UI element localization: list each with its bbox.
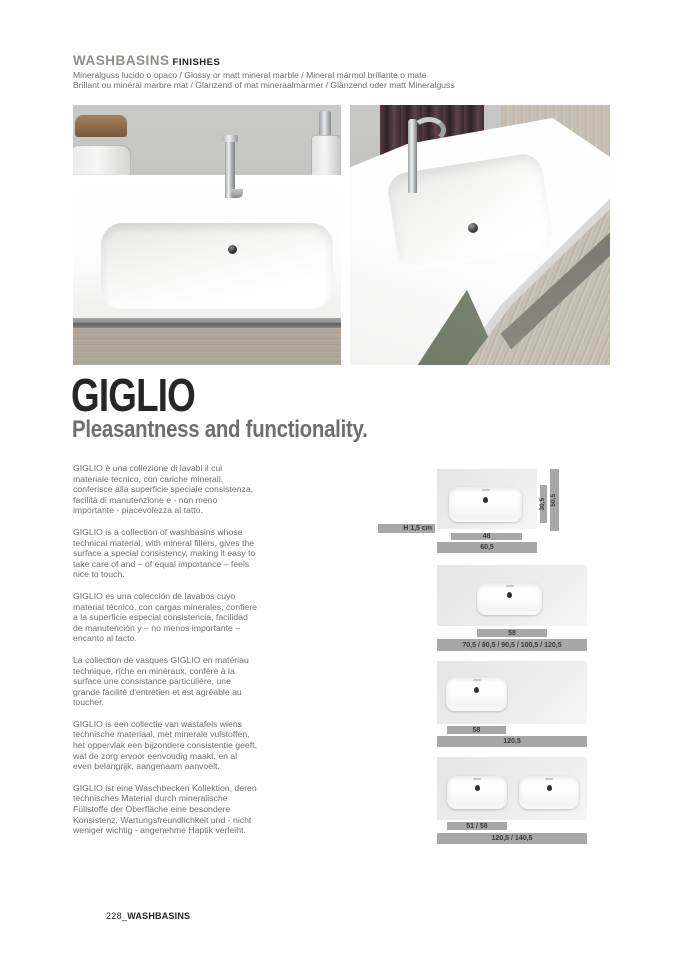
dimension-total-width: 70,5 / 80,5 / 90,5 / 100,5 / 120,5 bbox=[437, 639, 587, 651]
intro-text-column bbox=[73, 463, 257, 847]
faucet-spout bbox=[231, 189, 243, 198]
dimension-height: H 1,5 cm bbox=[378, 524, 435, 533]
page-footer bbox=[106, 911, 190, 921]
intro-paragraph-it: GIGLIO è una collezione di lavabi il cui materiale tecnico, con cariche minerali, conferisce alla superficie speciale consistenza, facilità di manutenzione e - non meno importante - piacevolezza al tatto. bbox=[73, 463, 254, 516]
drain-icon bbox=[468, 223, 478, 233]
diagram-basin-right bbox=[519, 776, 579, 809]
diagram-top-view bbox=[437, 565, 587, 626]
diagram-basin bbox=[449, 487, 522, 522]
finishes-line-2: Brillant ou minéral marbre mat / Glanzend of mat mineraalmarmer / Glänzend oder matt Mineralguss bbox=[73, 80, 455, 90]
faucet-spout bbox=[412, 117, 446, 143]
diagram-top-view bbox=[437, 757, 587, 820]
dimension-diagram-offset bbox=[437, 661, 587, 747]
faucet bbox=[408, 119, 417, 193]
section-title-sub: FINISHES bbox=[172, 57, 221, 68]
intro-paragraph-fr: La collection de vasques GIGLIO en matériau technique, riche en minéraux, confère à la surface une consistance particulière, une grande facilité d'entretien et est agréable au toucher. bbox=[73, 654, 249, 708]
footer-section-label: WASHBASINS bbox=[127, 911, 191, 921]
dimension-diagram-range bbox=[437, 565, 587, 651]
dimension-diagram-double bbox=[437, 757, 587, 844]
dimension-total-width: 60,5 bbox=[437, 542, 537, 553]
page-number: 228_ bbox=[106, 911, 128, 921]
diagram-top-view bbox=[437, 661, 587, 724]
page-header bbox=[73, 53, 613, 90]
product-tagline: Pleasantness and functionality. bbox=[72, 416, 368, 443]
section-title-main: WASHBASINS bbox=[73, 53, 170, 68]
product-name: GIGLIO bbox=[71, 369, 195, 421]
washbasin-bowl bbox=[101, 223, 333, 309]
dimension-basin-width: 51 / 58 bbox=[447, 822, 507, 830]
faucet-handle bbox=[222, 135, 238, 142]
washbasin-photo-front bbox=[73, 105, 341, 365]
intro-paragraph-en: GIGLIO is a collection of washbasins whose technical material, with mineral fillers, gives the surface a special consistency, making it easy to take care of and – of equal importance – feels nice to touch. bbox=[73, 526, 256, 580]
cabinet-wood-drawer bbox=[73, 328, 341, 365]
dimension-basin-depth: 30,5 bbox=[540, 485, 547, 523]
dimension-basin-width: 58 bbox=[477, 629, 547, 637]
dimension-total-width: 120,5 / 140,5 bbox=[437, 833, 587, 844]
diagram-basin bbox=[446, 677, 507, 711]
diagram-top-view bbox=[437, 469, 537, 529]
dimension-total-depth: 50,5 bbox=[550, 469, 559, 531]
washbasin-photo-angled bbox=[350, 105, 610, 365]
intro-paragraph-es: GIGLIO es una colección de lavabos cuyo material técnico, con cargas minerales, confiere a la superficie especial consistencia, facilidad de manutención y – no menos importante – encanto al tacto. bbox=[73, 590, 257, 644]
cabinet-handle-groove bbox=[73, 318, 341, 328]
dimension-diagram-60 bbox=[378, 469, 610, 553]
finishes-line-1: Mineralguss lucido o opaco / Glossy or matt mineral marble / Mineral mármol brillante o mate bbox=[73, 70, 427, 80]
jar-cork-lid bbox=[75, 115, 127, 137]
intro-paragraph-de: GIGLIO ist eine Waschbecken Kollektion, deren technisches Material durch mineralische Füllstoffe der Oberfläche eine besondere Konsistenz, Wartungsfreundlichkeit und - nicht weniger wichtig - angenehme Haptik verleiht. bbox=[73, 782, 257, 836]
dispenser-pump bbox=[319, 111, 331, 137]
intro-paragraph-nl: GIGLIO is een collectie van wastafels wiens technische materiaal, met minerale vulstoffen, het oppervlak een bijzondere consistentie geeft, wat de zorg ervoor eenvoudig maakt, en al even belangrijk, aangenaam aanvoelt. bbox=[73, 718, 258, 772]
dimension-basin-width: 58 bbox=[447, 726, 506, 734]
section-title bbox=[73, 53, 613, 68]
diagram-basin-left bbox=[447, 776, 507, 809]
dimension-total-width: 120,5 bbox=[437, 736, 587, 747]
diagram-basin bbox=[477, 583, 542, 615]
finishes-description bbox=[73, 70, 613, 90]
dimension-basin-width: 48 bbox=[451, 533, 522, 540]
